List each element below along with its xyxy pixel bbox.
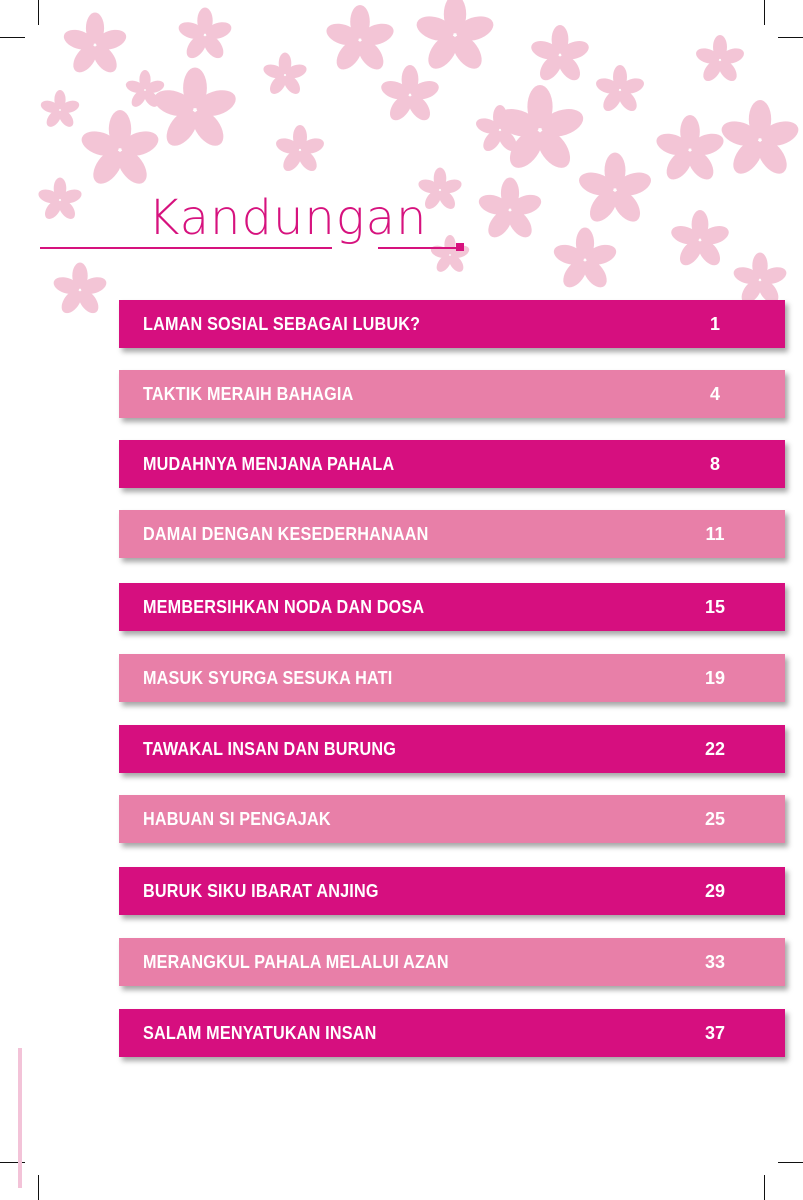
- toc-title: MUDAHNYA MENJANA PAHALA: [143, 454, 395, 474]
- toc-row[interactable]: [119, 583, 785, 631]
- title-underline: [378, 247, 458, 249]
- toc-page-number: 1: [709, 314, 720, 334]
- toc-row[interactable]: [119, 938, 785, 986]
- toc-row[interactable]: [119, 510, 785, 558]
- title-underline: [40, 247, 332, 249]
- toc-title: LAMAN SOSIAL SEBAGAI LUBUK?: [143, 314, 421, 334]
- toc-title: TAKTIK MERAIH BAHAGIA: [143, 384, 354, 404]
- toc-page-number: 8: [709, 454, 720, 474]
- page-title: Kandungan: [148, 190, 428, 246]
- toc-page-number: 4: [709, 384, 720, 404]
- bleed-mark: [18, 1048, 22, 1188]
- toc-page-number: 19: [704, 668, 726, 688]
- toc-page-number: 29: [704, 881, 726, 901]
- toc-row[interactable]: [119, 725, 785, 773]
- toc-row[interactable]: [119, 370, 785, 418]
- title-dot: [456, 243, 464, 251]
- toc-title: TAWAKAL INSAN DAN BURUNG: [143, 739, 397, 759]
- toc-row[interactable]: [119, 1009, 785, 1057]
- toc-row[interactable]: [119, 440, 785, 488]
- toc-page-number: 25: [704, 809, 726, 829]
- toc-page-number: 11: [705, 524, 725, 544]
- toc-page-number: 33: [704, 952, 726, 972]
- toc-title: SALAM MENYATUKAN INSAN: [143, 1023, 377, 1043]
- toc-title: HABUAN SI PENGAJAK: [143, 809, 331, 829]
- toc-row[interactable]: [119, 654, 785, 702]
- crop-mark: [764, 1175, 765, 1200]
- toc-title: DAMAI DENGAN KESEDERHANAAN: [143, 524, 429, 544]
- toc-row[interactable]: [119, 867, 785, 915]
- toc-page-number: 15: [704, 597, 726, 617]
- toc-title: MERANGKUL PAHALA MELALUI AZAN: [143, 952, 449, 972]
- toc-page-number: 37: [704, 1023, 726, 1043]
- toc-row[interactable]: [119, 300, 785, 348]
- crop-mark: [38, 1175, 39, 1200]
- toc-title: BURUK SIKU IBARAT ANJING: [143, 881, 379, 901]
- toc-page-number: 22: [704, 739, 726, 759]
- toc-title: MEMBERSIHKAN NODA DAN DOSA: [143, 597, 425, 617]
- toc-title: MASUK SYURGA SESUKA HATI: [143, 668, 393, 688]
- toc-row[interactable]: [119, 795, 785, 843]
- crop-mark: [778, 1162, 803, 1163]
